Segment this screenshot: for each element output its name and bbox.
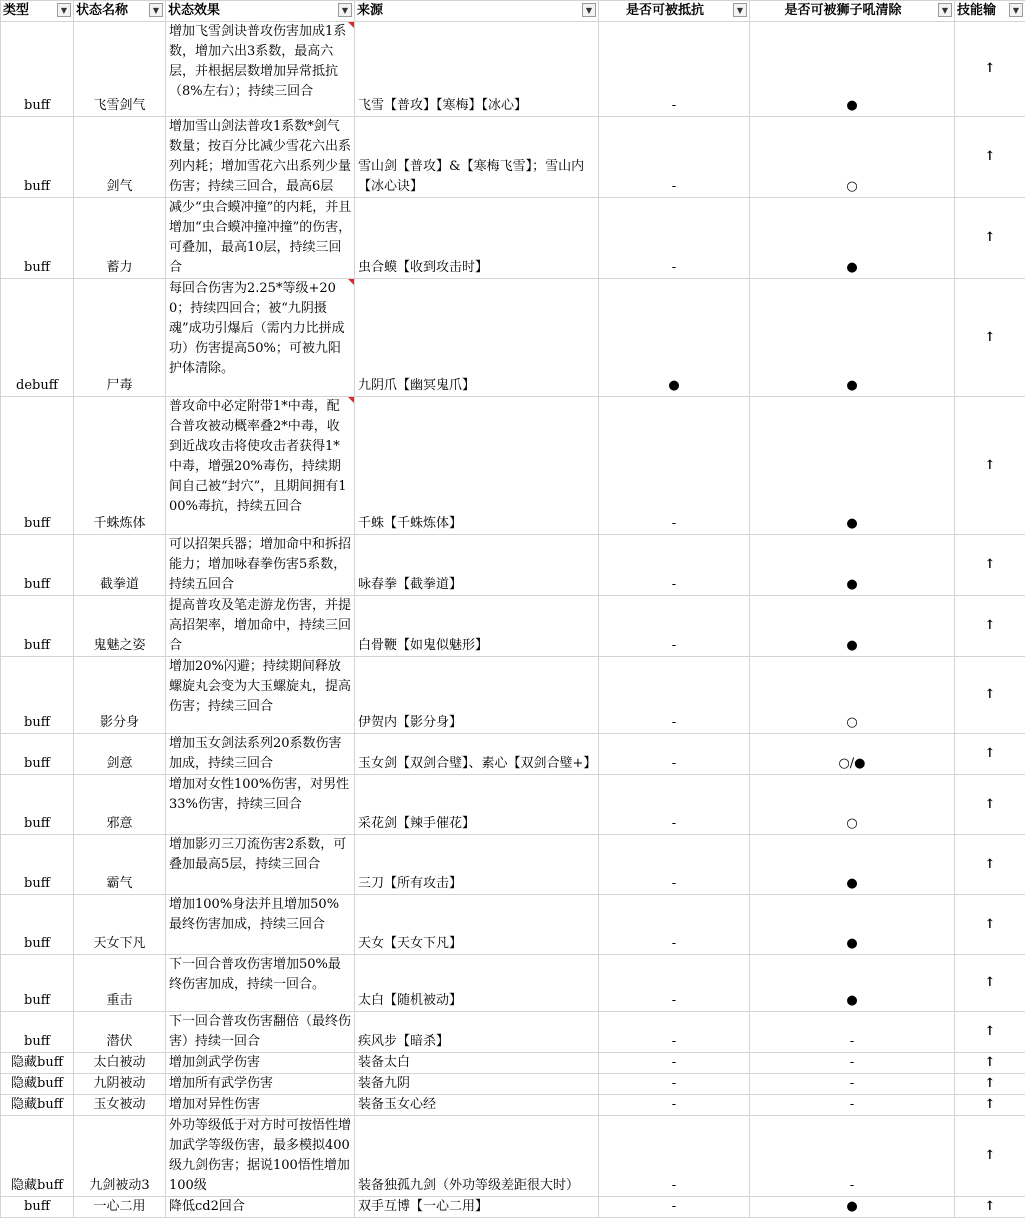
cell-resist[interactable]: - — [599, 1116, 750, 1197]
cell-type[interactable]: buff — [1, 198, 74, 279]
table-row[interactable] — [1, 1095, 1025, 1116]
cell-effect[interactable]: 增加影刃三刀流伤害2系数，可叠加最高5层，持续三回合 — [166, 835, 355, 895]
cell-resist[interactable]: - — [599, 1053, 750, 1074]
cell-name[interactable]: 蓄力 — [74, 198, 166, 279]
cell-resist[interactable]: - — [599, 117, 750, 198]
cell-resist[interactable]: - — [599, 198, 750, 279]
filter-active-icon[interactable]: ▼ — [1009, 3, 1023, 17]
header-resist: 是否可被抵抗 ▼ — [599, 1, 750, 22]
table-row[interactable] — [1, 955, 1025, 1012]
cell-name[interactable]: 重击 — [74, 955, 166, 1012]
cell-source[interactable]: 白骨鞭【如鬼似魅形】 — [355, 596, 599, 657]
cell-output[interactable]: ↑ — [955, 1074, 1025, 1095]
cell-resist[interactable]: ● — [599, 279, 750, 397]
table-row[interactable] — [1, 22, 1025, 117]
filter-dropdown-icon[interactable]: ▼ — [938, 3, 952, 17]
cell-resist[interactable]: - — [599, 1095, 750, 1116]
table-row[interactable] — [1, 279, 1025, 397]
cell-output[interactable]: ↑ — [955, 596, 1025, 657]
cell-type[interactable]: 隐藏buff — [1, 1053, 74, 1074]
cell-clear[interactable]: ● — [750, 198, 955, 279]
cell-effect[interactable]: 增加对异性伤害 — [166, 1095, 355, 1116]
cell-effect[interactable]: 增加玉女剑法系列20系数伤害加成，持续三回合 — [166, 734, 355, 775]
cell-output[interactable]: ↑ — [955, 535, 1025, 596]
cell-resist[interactable]: - — [599, 955, 750, 1012]
cell-name[interactable]: 潜伏 — [74, 1012, 166, 1053]
cell-clear[interactable]: - — [750, 1095, 955, 1116]
cell-type[interactable]: buff — [1, 734, 74, 775]
cell-clear[interactable]: - — [750, 1012, 955, 1053]
cell-output[interactable]: ↑ — [955, 279, 1025, 397]
cell-resist[interactable]: - — [599, 895, 750, 955]
cell-effect[interactable]: 增加飞雪剑诀普攻伤害加成1系数，增加六出3系数，最高六层，并根据层数增加异常抵抗（8%左右）；持续三回合 — [166, 22, 355, 117]
filter-dropdown-icon[interactable]: ▼ — [149, 3, 163, 17]
cell-source[interactable]: 装备九阴 — [355, 1074, 599, 1095]
filter-dropdown-icon[interactable]: ▼ — [582, 3, 596, 17]
cell-effect[interactable]: 增加20%闪避；持续期间释放螺旋丸会变为大玉螺旋丸，提高伤害；持续三回合 — [166, 657, 355, 734]
cell-source[interactable]: 疾风步【暗杀】 — [355, 1012, 599, 1053]
cell-name[interactable]: 九阴被动 — [74, 1074, 166, 1095]
table-row[interactable] — [1, 1116, 1025, 1197]
table-row[interactable] — [1, 535, 1025, 596]
cell-source[interactable]: 虫合蟆【收到攻击时】 — [355, 198, 599, 279]
header-effect: 状态效果 ▼ — [166, 1, 355, 22]
filter-dropdown-icon[interactable]: ▼ — [57, 3, 71, 17]
cell-type[interactable]: 隐藏buff — [1, 1095, 74, 1116]
cell-source[interactable]: 九阴爪【幽冥鬼爪】 — [355, 279, 599, 397]
table-row[interactable] — [1, 198, 1025, 279]
cell-output[interactable]: ↑ — [955, 835, 1025, 895]
cell-type[interactable]: debuff — [1, 279, 74, 397]
cell-name[interactable]: 剑意 — [74, 734, 166, 775]
cell-source[interactable]: 装备独孤九剑（外功等级差距很大时） — [355, 1116, 599, 1197]
cell-source[interactable]: 装备太白 — [355, 1053, 599, 1074]
cell-effect[interactable]: 减少“虫合蟆冲撞”的内耗，并且增加“虫合蟆冲撞冲撞”的伤害，可叠加，最高10层，持续三回合 — [166, 198, 355, 279]
table-row[interactable] — [1, 596, 1025, 657]
cell-effect[interactable]: 下一回合普攻伤害翻倍（最终伤害）持续一回合 — [166, 1012, 355, 1053]
cell-output[interactable]: ↑ — [955, 1095, 1025, 1116]
cell-type[interactable]: buff — [1, 775, 74, 835]
cell-effect[interactable]: 外功等级低于对方时可按悟性增加武学等级伤害，最多模拟400级九剑伤害；据说100悟性增加100级 — [166, 1116, 355, 1197]
table-row[interactable] — [1, 657, 1025, 734]
cell-clear[interactable]: ● — [750, 1197, 955, 1218]
cell-resist[interactable]: - — [599, 734, 750, 775]
cell-name[interactable]: 太白被动 — [74, 1053, 166, 1074]
table-row[interactable] — [1, 1012, 1025, 1053]
cell-effect[interactable]: 增加雪山剑法普攻1系数*剑气数量；按百分比减少雪花六出系列内耗；增加雪花六出系列少量伤害；持续三回合，最高6层 — [166, 117, 355, 198]
cell-output[interactable]: ↑ — [955, 775, 1025, 835]
cell-type[interactable]: buff — [1, 1012, 74, 1053]
cell-name[interactable]: 尸毒 — [74, 279, 166, 397]
comment-indicator-icon[interactable] — [348, 397, 354, 403]
header-output: 技能输 ▼ — [955, 1, 1025, 22]
table-row[interactable] — [1, 775, 1025, 835]
cell-type[interactable]: buff — [1, 117, 74, 198]
cell-resist[interactable]: - — [599, 596, 750, 657]
cell-clear[interactable]: ● — [750, 835, 955, 895]
cell-name[interactable]: 剑气 — [74, 117, 166, 198]
cell-source[interactable]: 伊贺内【影分身】 — [355, 657, 599, 734]
cell-output[interactable]: ↑ — [955, 397, 1025, 535]
cell-clear[interactable]: ○ — [750, 657, 955, 734]
cell-clear[interactable]: - — [750, 1053, 955, 1074]
cell-name[interactable]: 玉女被动 — [74, 1095, 166, 1116]
cell-name[interactable]: 飞雪剑气 — [74, 22, 166, 117]
cell-source[interactable]: 采花剑【辣手催花】 — [355, 775, 599, 835]
cell-output[interactable]: ↑ — [955, 117, 1025, 198]
header-source: 来源 ▼ — [355, 1, 599, 22]
header-clear: 是否可被狮子吼清除 ▼ — [750, 1, 955, 22]
cell-effect[interactable]: 下一回合普攻伤害增加50%最终伤害加成，持续一回合。 — [166, 955, 355, 1012]
table-row[interactable] — [1, 397, 1025, 535]
cell-type[interactable]: buff — [1, 397, 74, 535]
cell-clear[interactable]: ○ — [750, 775, 955, 835]
cell-source[interactable]: 三刀【所有攻击】 — [355, 835, 599, 895]
table-row[interactable] — [1, 1053, 1025, 1074]
cell-resist[interactable]: - — [599, 397, 750, 535]
cell-source[interactable]: 双手互博【一心二用】 — [355, 1197, 599, 1218]
cell-type[interactable]: buff — [1, 835, 74, 895]
cell-resist[interactable]: - — [599, 835, 750, 895]
cell-output[interactable]: ↑ — [955, 1053, 1025, 1074]
comment-indicator-icon[interactable] — [348, 22, 354, 28]
cell-output[interactable]: ↑ — [955, 22, 1025, 117]
cell-source[interactable]: 太白【随机被动】 — [355, 955, 599, 1012]
cell-effect[interactable]: 提高普攻及笔走游龙伤害，并提高招架率，增加命中，持续三回合 — [166, 596, 355, 657]
cell-clear[interactable]: ● — [750, 279, 955, 397]
cell-type[interactable]: buff — [1, 895, 74, 955]
table-row[interactable] — [1, 117, 1025, 198]
cell-clear[interactable]: ● — [750, 955, 955, 1012]
cell-resist[interactable]: - — [599, 657, 750, 734]
cell-clear[interactable]: ● — [750, 397, 955, 535]
cell-name[interactable]: 影分身 — [74, 657, 166, 734]
cell-output[interactable]: ↑ — [955, 955, 1025, 1012]
cell-effect[interactable]: 降低cd2回合 — [166, 1197, 355, 1218]
cell-type[interactable]: buff — [1, 657, 74, 734]
cell-source[interactable]: 飞雪【普攻】【寒梅】【冰心】 — [355, 22, 599, 117]
cell-effect[interactable]: 增加对女性100%伤害，对男性33%伤害，持续三回合 — [166, 775, 355, 835]
cell-clear[interactable]: - — [750, 1074, 955, 1095]
header-name: 状态名称 ▼ — [74, 1, 166, 22]
comment-indicator-icon[interactable] — [348, 279, 354, 285]
cell-resist[interactable]: - — [599, 1074, 750, 1095]
cell-output[interactable]: ↑ — [955, 657, 1025, 734]
cell-source[interactable]: 玉女剑【双剑合璧】、素心【双剑合璧+】 — [355, 734, 599, 775]
cell-resist[interactable]: - — [599, 535, 750, 596]
cell-resist[interactable]: - — [599, 1012, 750, 1053]
cell-type[interactable]: buff — [1, 535, 74, 596]
cell-name[interactable]: 霸气 — [74, 835, 166, 895]
cell-resist[interactable]: - — [599, 1197, 750, 1218]
cell-type[interactable]: buff — [1, 22, 74, 117]
cell-effect[interactable]: 可以招架兵器；增加命中和拆招能力；增加咏春拳伤害5系数，持续五回合 — [166, 535, 355, 596]
cell-clear[interactable]: ● — [750, 895, 955, 955]
cell-source[interactable]: 咏春拳【截拳道】 — [355, 535, 599, 596]
cell-source[interactable]: 装备玉女心经 — [355, 1095, 599, 1116]
table-row[interactable] — [1, 1197, 1025, 1218]
cell-type[interactable]: buff — [1, 1197, 74, 1218]
cell-source[interactable]: 天女【天女下凡】 — [355, 895, 599, 955]
filter-dropdown-icon[interactable]: ▼ — [338, 3, 352, 17]
cell-output[interactable]: ↑ — [955, 1197, 1025, 1218]
cell-name[interactable]: 鬼魅之姿 — [74, 596, 166, 657]
cell-effect[interactable]: 普攻命中必定附带1*中毒，配合普攻被动概率叠2*中毒，收到近战攻击将使攻击者获得1*中毒，增强20%毒伤，持续期间自己被“封穴”，且期间拥有100%毒抗，持续五回合 — [166, 397, 355, 535]
filter-dropdown-icon[interactable]: ▼ — [733, 3, 747, 17]
cell-output[interactable]: ↑ — [955, 1012, 1025, 1053]
cell-effect[interactable]: 增加100%身法并且增加50%最终伤害加成，持续三回合 — [166, 895, 355, 955]
cell-clear[interactable]: ○/● — [750, 734, 955, 775]
cell-clear[interactable]: ● — [750, 535, 955, 596]
cell-source[interactable]: 千蛛【千蛛炼体】 — [355, 397, 599, 535]
cell-clear[interactable]: ● — [750, 596, 955, 657]
cell-clear[interactable]: - — [750, 1116, 955, 1197]
cell-output[interactable]: ↑ — [955, 734, 1025, 775]
cell-effect[interactable]: 每回合伤害为2.25*等级+200；持续四回合；被“九阴摄魂”成功引爆后（需内力比拼成功）伤害提高50%；可被九阳护体清除。 — [166, 279, 355, 397]
cell-type[interactable]: 隐藏buff — [1, 1116, 74, 1197]
table-row[interactable] — [1, 734, 1025, 775]
cell-output[interactable]: ↑ — [955, 1116, 1025, 1197]
cell-effect[interactable]: 增加剑武学伤害 — [166, 1053, 355, 1074]
header-row — [1, 1, 1025, 22]
table-row[interactable] — [1, 1074, 1025, 1095]
cell-clear[interactable]: ○ — [750, 117, 955, 198]
cell-name[interactable]: 邪意 — [74, 775, 166, 835]
cell-name[interactable]: 天女下凡 — [74, 895, 166, 955]
cell-resist[interactable]: - — [599, 775, 750, 835]
cell-output[interactable]: ↑ — [955, 895, 1025, 955]
cell-clear[interactable]: ● — [750, 22, 955, 117]
cell-type[interactable]: 隐藏buff — [1, 1074, 74, 1095]
cell-type[interactable]: buff — [1, 596, 74, 657]
cell-name[interactable]: 千蛛炼体 — [74, 397, 166, 535]
cell-effect[interactable]: 增加所有武学伤害 — [166, 1074, 355, 1095]
header-type: 类型 ▼ — [1, 1, 74, 22]
cell-output[interactable]: ↑ — [955, 198, 1025, 279]
table-row[interactable] — [1, 895, 1025, 955]
cell-type[interactable]: buff — [1, 955, 74, 1012]
cell-source[interactable]: 雪山剑【普攻】&【寒梅飞雪】；雪山内【冰心诀】 — [355, 117, 599, 198]
cell-resist[interactable]: - — [599, 22, 750, 117]
cell-name[interactable]: 一心二用 — [74, 1197, 166, 1218]
cell-name[interactable]: 截拳道 — [74, 535, 166, 596]
table-row[interactable] — [1, 835, 1025, 895]
cell-name[interactable]: 九剑被动3 — [74, 1116, 166, 1197]
